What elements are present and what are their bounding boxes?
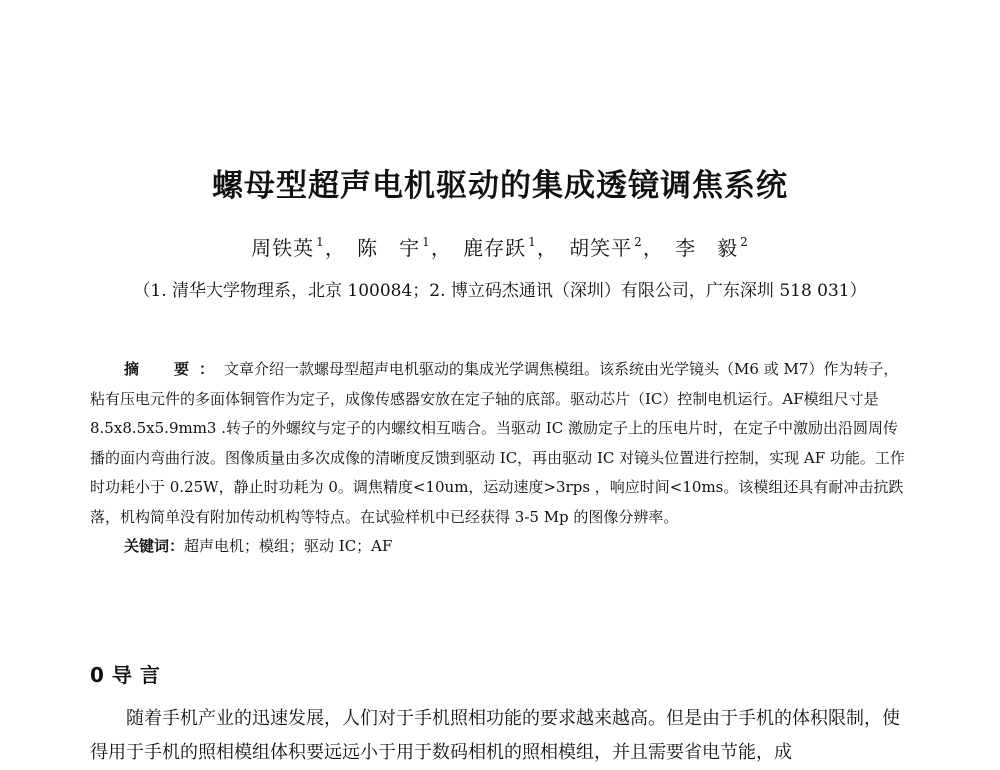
section-number: 0 — [90, 663, 104, 687]
paper-title: 螺母型超声电机驱动的集成透镜调焦系统 — [212, 168, 788, 204]
author-list: 周铁英 $^1$， 陈 宇 $^1$， 鹿存跃 $^1$， 胡笑平 $^2$， 李 毅 $^2$ — [0, 232, 1000, 261]
author-5: 李 毅 $^2$ — [675, 235, 749, 260]
author-3: 鹿存跃 $^1$ — [463, 235, 537, 260]
body-text: 随着手机产业的迅速发展，人们对于手机照相功能的要求越来越高。但是由于手机的体积限制，使得用于手机的照相模组体积要远远小于用于数码相机的照相模组，并且需要省电节能，成 — [90, 708, 900, 763]
keywords-label: 关键词： — [124, 537, 185, 555]
keywords-text: 超声电机；模组；驱动 IC；AF — [184, 537, 393, 555]
affiliations: （1. 清华大学物理系，北京 100084；2. 博立码杰通讯（深圳）有限公司，广东深圳 518 031） — [133, 281, 867, 301]
author-4: 胡笑平 $^2$ — [569, 235, 643, 260]
abstract-paragraph — [90, 355, 912, 532]
abstract-block — [90, 355, 912, 562]
abstract-text: 文章介绍一款螺母型超声电机驱动的集成光学调焦模组。该系统由光学镜头（M6 或 M7）作为转子，粘有压电元件的多面体铜管作为定子，成像传感器安放在定子轴的底部。驱动芯片（IC）控制电机运行。AF模组尺寸是 8.5x8.5x5.9mm3 .转子的外螺纹与定子的内螺纹相互啮合。当驱动 IC 激励定子上的压电片时，在定子中激励出沿圆周传播的面内弯曲行波。图像质量由多次成像的清晰度反馈到驱动 IC，再由驱动 IC 对镜头位置进行控制，实现 AF 功能。工作时功耗小于 0.25W，静止时功耗为 0。调焦精度<10um，运动速度>3rps ，响应时间<10ms。该模组还具有耐冲击抗跌落，机构简单没有附加传动机构等特点。在试验样机中已经获得 3-5 Mp 的图像分辨率。 — [90, 360, 905, 526]
section-heading — [90, 659, 168, 688]
section-title: 导言 — [111, 663, 168, 687]
keywords-line — [90, 532, 912, 562]
author-2: 陈 宇 $^1$ — [357, 235, 431, 260]
author-1: 周铁英 $^1$ — [251, 235, 325, 260]
abstract-label: 摘 要： — [124, 360, 225, 378]
